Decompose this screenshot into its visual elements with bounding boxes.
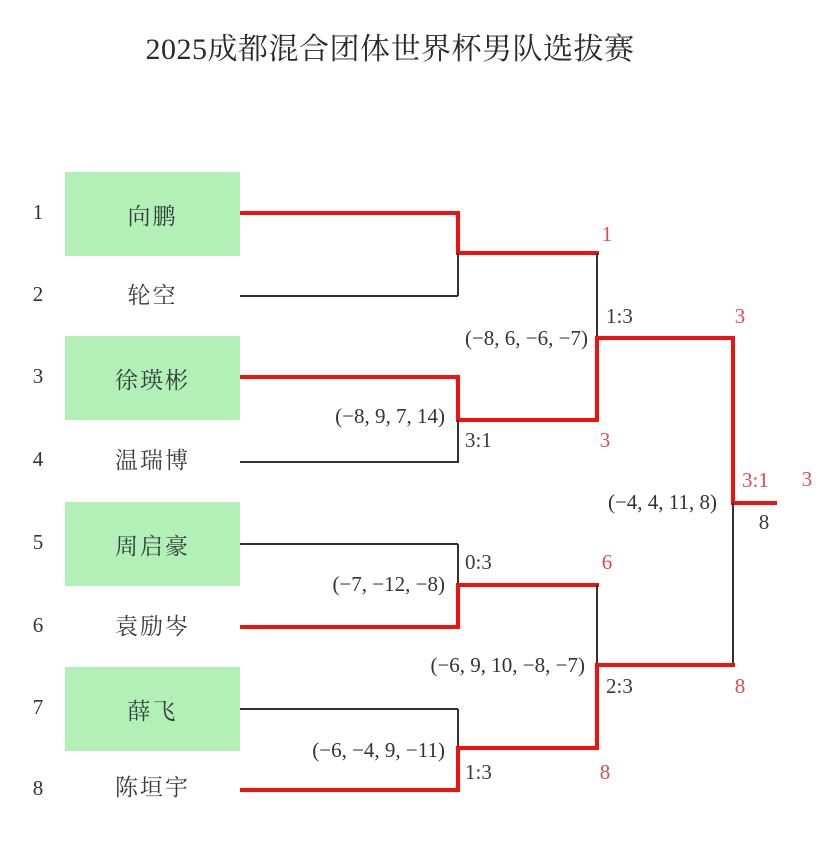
- sf2-winner-seed: 8: [734, 674, 746, 698]
- player-box-xuefei: [65, 667, 240, 751]
- bracket-line: [456, 418, 599, 422]
- bracket-line: [456, 583, 460, 629]
- bracket-line: [595, 663, 599, 750]
- seed-number-1: 1: [32, 200, 44, 224]
- bracket-line: [456, 375, 460, 422]
- seed-number-5: 5: [32, 530, 44, 554]
- sf1-winner-seed: 3: [734, 304, 746, 328]
- seed-number-8: 8: [32, 776, 44, 800]
- bracket-line: [240, 375, 458, 379]
- final-runnerup-seed: 8: [758, 510, 770, 534]
- sf1-set-ratio: 1:3: [606, 304, 633, 328]
- qf3-winner-seed: 6: [601, 550, 613, 574]
- player-name-chenyuanyu: 陈垣宇: [115, 775, 190, 800]
- bracket-line: [457, 420, 459, 463]
- player-name: 薛飞: [127, 698, 178, 724]
- bracket-line: [456, 211, 460, 255]
- bracket-line: [240, 625, 458, 629]
- sf2-game-scores: (−6, 9, 10, −8, −7): [430, 653, 585, 677]
- bracket-line: [595, 663, 735, 667]
- page-title: 2025成都混合团体世界杯男队选拔赛: [145, 33, 635, 66]
- qf3-set-ratio: 0:3: [465, 550, 492, 574]
- bracket-line: [240, 788, 458, 792]
- seed-number-6: 6: [32, 613, 44, 637]
- player-name-wenruibo: 温瑞博: [115, 448, 190, 473]
- bracket-line: [732, 503, 734, 665]
- seed-number-3: 3: [32, 364, 44, 388]
- bracket-line: [731, 336, 735, 505]
- champion-line: [731, 501, 777, 505]
- qf4-game-scores: (−6, −4, 9, −11): [312, 738, 445, 762]
- bracket-line: [240, 708, 458, 710]
- qf2-winner-seed: 3: [599, 428, 611, 452]
- bracket-line: [595, 336, 735, 340]
- bracket-line: [456, 251, 599, 255]
- final-set-ratio: 3:1: [742, 468, 769, 492]
- player-box-zhouqihao: [65, 502, 240, 586]
- qf1-winner-seed: 1: [601, 222, 613, 246]
- player-box-xiangpeng: [65, 172, 240, 256]
- bracket-line: [457, 544, 459, 587]
- bracket-line: [596, 585, 598, 667]
- seed-number-4: 4: [32, 447, 44, 471]
- qf2-game-scores: (−8, 9, 7, 14): [335, 404, 445, 428]
- bracket-line: [457, 709, 459, 750]
- final-winner-seed: 3: [801, 467, 813, 491]
- qf4-winner-seed: 8: [599, 760, 611, 784]
- qf2-set-ratio: 3:1: [465, 428, 492, 452]
- bracket-line: [240, 211, 458, 215]
- player-name: 徐瑛彬: [115, 367, 190, 393]
- bracket-line: [240, 295, 458, 297]
- seed-number-7: 7: [32, 695, 44, 719]
- bracket-line: [457, 253, 459, 296]
- seed-number-2: 2: [32, 282, 44, 306]
- qf3-game-scores: (−7, −12, −8): [332, 572, 445, 596]
- bracket-line: [596, 253, 598, 338]
- player-name: 向鹏: [127, 203, 178, 229]
- bracket-line: [456, 583, 599, 587]
- player-name-yuanlicen: 袁励岑: [115, 614, 190, 639]
- bracket-line: [456, 746, 460, 792]
- bracket-line: [240, 461, 458, 463]
- final-game-scores: (−4, 4, 11, 8): [607, 490, 717, 514]
- qf4-set-ratio: 1:3: [465, 760, 492, 784]
- bracket-line: [456, 746, 599, 750]
- player-name: 周启豪: [115, 533, 190, 559]
- player-box-xuyingbin: [65, 336, 240, 420]
- bracket-line: [240, 543, 458, 545]
- sf1-game-scores: (−8, 6, −6, −7): [464, 326, 588, 350]
- bracket-line: [595, 336, 599, 422]
- player-name-bye: 轮空: [127, 283, 178, 308]
- sf2-set-ratio: 2:3: [606, 674, 633, 698]
